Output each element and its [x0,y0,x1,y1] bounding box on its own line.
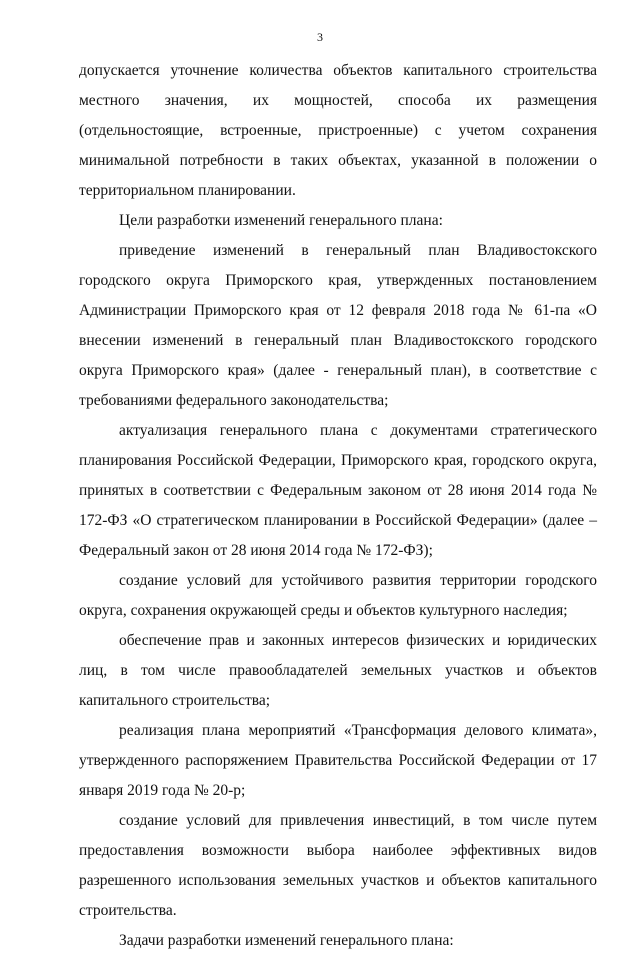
paragraph-goal-4: обеспечение прав и законных интересов физических и юридических лиц, в том числе правообладателей земельных участков и объектов капитального строительства; [79,632,597,709]
paragraph-goal-6: создание условий для привлечения инвестиций, в том числе путем предоставления возможности выбора наиболее эффективных видов разрешенного использования земельных участков и объектов капитального строительства. [79,812,597,919]
paragraph-tasks-heading: Задачи разработки изменений генерального плана: [119,932,454,949]
document-body [79,56,597,956]
paragraph-goal-3: создание условий для устойчивого развития территории городского округа, сохранения окружающей среды и объектов культурного наследия; [79,572,597,619]
page-number: 3 [317,30,323,44]
paragraph-continuation: допускается уточнение количества объектов капитального строительства местного значения, их мощностей, способа их размещения (отдельностоящие, встроенные, пристроенные) с учетом сохранения минимальной потребности в таких объектах, указанной в положении о территориальном планировании. [79,62,597,199]
paragraph-goals-heading: Цели разработки изменений генерального плана: [119,212,443,229]
paragraph-goal-2: актуализация генерального плана с документами стратегического планирования Российской Федерации, Приморского края, городского округа, принятых в соответствии с Федеральным законом от 28 июня 2014 года № 172-ФЗ «О стратегическом планировании в Российской Федерации» (далее – Федеральный закон от 28 июня 2014 года № 172-ФЗ); [79,422,597,559]
paragraph-goal-5: реализация плана мероприятий «Трансформация делового климата», утвержденного распоряжением Правительства Российской Федерации от 17 января 2019 года № 20-р; [79,722,597,799]
paragraph-goal-1: приведение изменений в генеральный план Владивостокского городского округа Приморского края, утвержденных постановлением Администрации Приморского края от 12 февраля 2018 года № 61-па «О внесении изменений в генеральный план Владивостокского городского округа Приморского края» (далее - генеральный план), в соответствие с требованиями федерального законодательства; [79,242,597,409]
